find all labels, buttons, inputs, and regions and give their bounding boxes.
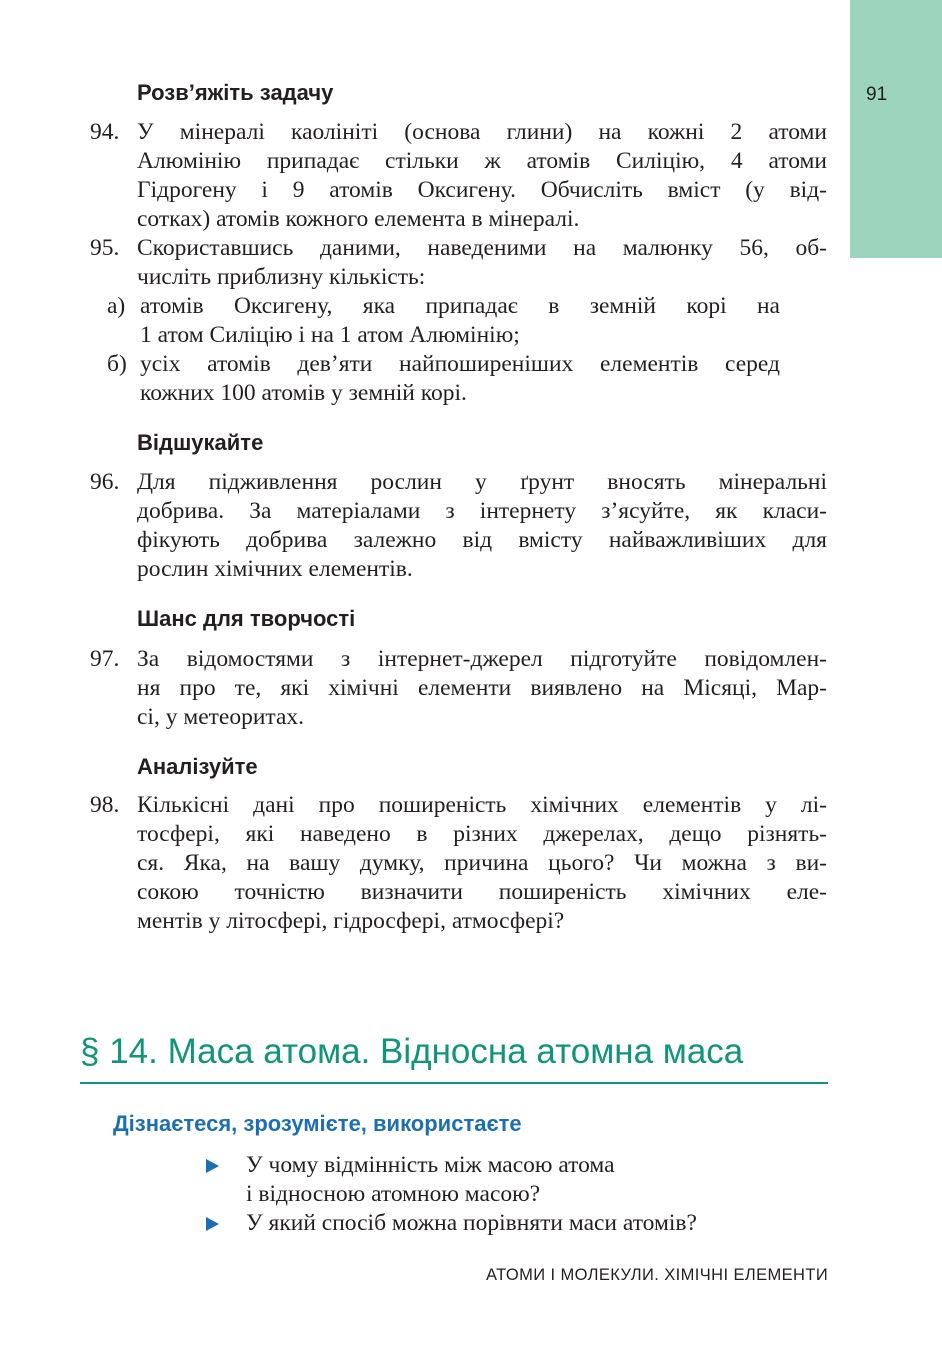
item-line: атомів Оксигену, яка припадає в земній корі на — [140, 293, 780, 319]
task-95 — [90, 234, 830, 408]
task-line: За відомостями з інтернет-джерел підготуйте повідомлен- — [137, 646, 827, 672]
page-number: 91 — [866, 84, 888, 105]
task-number: 96. — [90, 469, 120, 495]
list-item-line: У який спосіб можна порівняти маси атомів? — [246, 1210, 697, 1236]
list-item — [203, 1151, 697, 1209]
task-line: добрива. За матеріалами з інтернету з’ясуйте, як класи- — [137, 498, 827, 524]
chapter-color-tab — [850, 0, 942, 258]
task-line: сі, у метеоритах. — [137, 704, 305, 730]
task-line: фікують добрива залежно від вмісту найважливіших для — [137, 527, 827, 553]
learning-goals-list — [203, 1151, 697, 1238]
triangle-bullet-icon — [206, 1217, 219, 1231]
task-number: 97. — [90, 646, 120, 672]
task-line: ментів у літосфері, гідросфері, атмосфері? — [137, 908, 565, 934]
list-item — [203, 1209, 697, 1238]
item-line: кожних 100 атомів у земній корі. — [140, 380, 467, 406]
item-label: а) — [107, 293, 126, 319]
task-line: Для підживлення рослин у ґрунт вносять мінеральні — [137, 469, 827, 495]
triangle-bullet-icon — [206, 1159, 219, 1173]
task-number: 94. — [90, 119, 120, 145]
task-line: ня про те, які хімічні елементи виявлено на Місяці, Мар- — [137, 675, 827, 701]
section-divider — [80, 1082, 828, 1084]
item-line: усіх атомів дев’яти найпоширеніших елементів серед — [140, 351, 780, 377]
task-number: 95. — [90, 235, 120, 261]
task-97 — [90, 645, 830, 732]
task-94 — [90, 118, 830, 234]
task-95-item-a — [107, 292, 783, 350]
task-line: Скориставшись даними, наведеними на малюнку 56, об- — [137, 235, 827, 261]
task-line: сотках) атомів кожного елемента в мінералі. — [137, 206, 580, 232]
task-line: Гідрогену і 9 атомів Оксигену. Обчисліть вміст (у від- — [137, 177, 827, 203]
task-line: рослин хімічних елементів. — [137, 556, 413, 582]
item-line: 1 атом Силіцію і на 1 атом Алюмінію; — [140, 322, 520, 348]
heading-find: Відшукайте — [137, 430, 264, 455]
running-footer: АТОМИ І МОЛЕКУЛИ. ХІМІЧНІ ЕЛЕМЕНТИ — [486, 1266, 829, 1284]
item-label: б) — [107, 351, 127, 377]
task-line: тосфері, які наведено в різних джерелах, дещо різнять- — [137, 821, 827, 847]
task-98 — [90, 791, 830, 936]
task-number: 98. — [90, 792, 120, 818]
heading-solve: Розв’яжіть задачу — [137, 80, 334, 105]
task-96 — [90, 468, 830, 584]
task-line: сокою точністю визначити поширеність хімічних еле- — [137, 879, 827, 905]
task-line: Алюмінію припадає стільки ж атомів Силіцію, 4 атоми — [137, 148, 827, 174]
heading-creativity: Шанс для творчості — [137, 606, 356, 631]
task-95-item-b — [107, 350, 783, 408]
heading-analyze: Аналізуйте — [137, 754, 258, 779]
section-subtitle: Дізнаєтеся, зрозумієте, використаєте — [113, 1111, 522, 1136]
task-line: У мінералі каолініті (основа глини) на кожні 2 атоми — [137, 119, 827, 145]
task-line: ся. Яка, на вашу думку, причина цього? Чи можна з ви- — [137, 850, 827, 876]
section-title: § 14. Маса атома. Відносна атомна маса — [80, 1032, 744, 1071]
list-item-line: У чому відмінність між масою атома — [246, 1152, 615, 1178]
task-line: числіть приблизну кількість: — [137, 264, 426, 290]
list-item-line: і відносною атомною масою? — [246, 1181, 541, 1207]
task-line: Кількісні дані про поширеність хімічних елементів у лі- — [137, 792, 827, 818]
